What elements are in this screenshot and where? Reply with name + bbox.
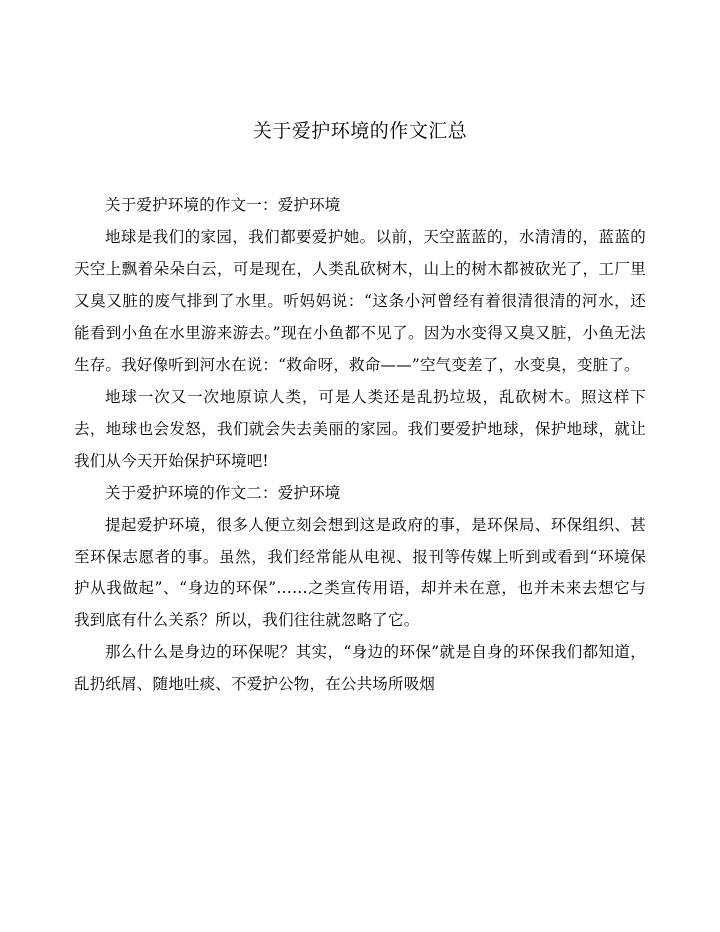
paragraph: 地球一次又一次地原谅人类，可是人类还是乱扔垃圾，乱砍树木。照这样下去，地球也会发怒，我们就会失去美丽的家园。我们要爱护地球，保护地球，就让我们从今天开始保护环境吧! [74, 387, 646, 470]
paragraph: 关于爱护环境的作文一：爱护环境 [105, 196, 341, 215]
document-body [74, 190, 646, 701]
paragraph: 提起爱护环境，很多人便立刻会想到这是政府的事，是环保局、环保组织、甚至环保志愿者的事。虽然，我们经常能从电视、报刊等传媒上听到或看到“环境保护从我做起”、“身边的环保”……之类宣传用语，却并未在意，也并未来去想它与我到底有什么关系？所以，我们往往就忽略了它。 [74, 515, 646, 630]
paragraph: 那么什么是身边的环保呢？其实，“身边的环保”就是自身的环保我们都知道，乱扔纸屑、随地吐痰、不爱护公物，在公共场所吸烟 [74, 643, 646, 694]
page-title: 关于爱护环境的作文汇总 [252, 120, 468, 142]
paragraph: 关于爱护环境的作文二：爱护环境 [105, 483, 341, 502]
paragraph: 地球是我们的家园，我们都要爱护她。以前，天空蓝蓝的，水清清的，蓝蓝的天空上飘着朵朵白云，可是现在，人类乱砍树木，山上的树木都被砍光了，工厂里又臭又脏的废气排到了水里。听妈妈说：“这条小河曾经有着很清很清的河水，还能看到小鱼在水里游来游去。”现在小鱼都不见了。因为水变得又臭又脏，小鱼无法生存。我好像听到河水在说：“救命呀，救命——”空气变差了，水变臭，变脏了。 [74, 228, 646, 374]
